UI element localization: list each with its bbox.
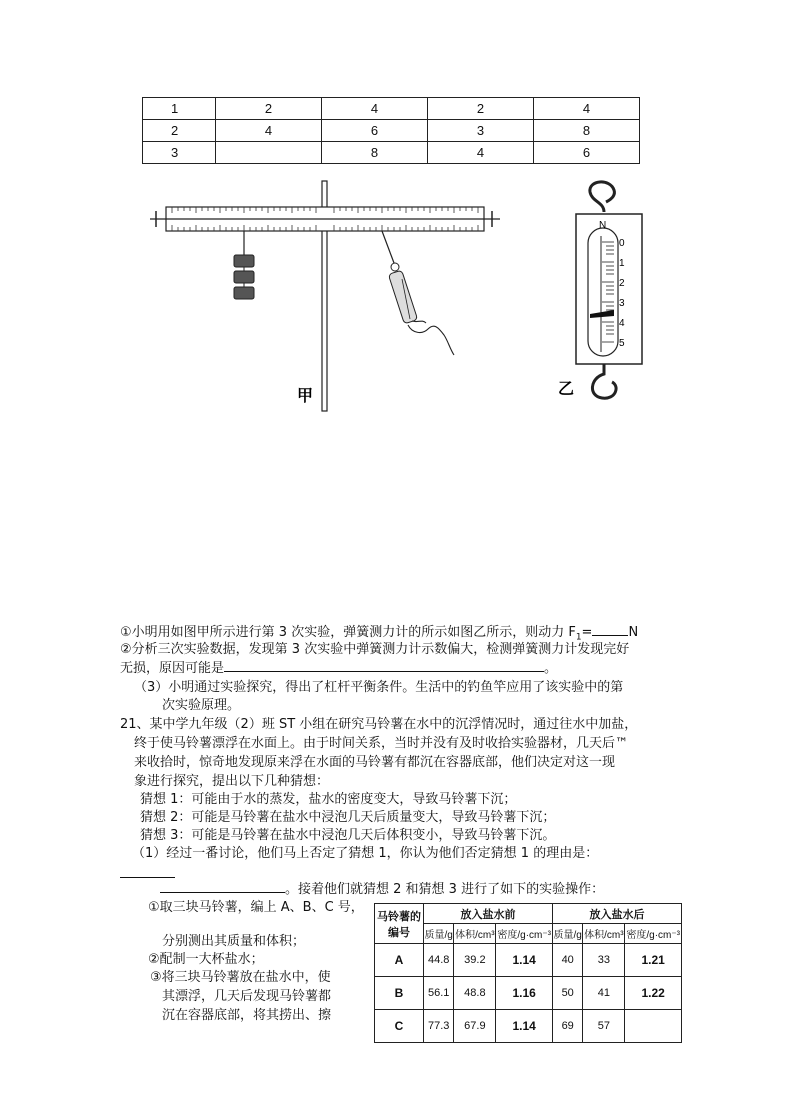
q21-line-1: 21、某中学九年级（2）班 ST 小组在研究马铃薯在水中的沉浮情况时，通过往水中加盐， [120,717,638,732]
cell-volume-before: 39.2 [454,944,496,977]
cell-density-after: 1.22 [625,977,682,1010]
cell-mass-after: 50 [552,977,582,1010]
density-header: 密度/g·cm⁻³ [496,924,553,944]
label-yi: 乙 [558,379,575,398]
guess-1: 猜想 1：可能由于水的蒸发，盐水的密度变大，导致马铃薯下沉； [140,792,517,807]
row-id: A [375,944,424,977]
q20-line-5 [162,697,240,715]
table-cell: 6 [322,120,428,142]
text: ①小明用如图甲所示进行第 3 次实验，弹簧测力计的所示如图乙所示，则动力 F [120,625,576,640]
step-3b: 其漂浮，几天后发现马铃薯都 [162,989,332,1004]
tick-label: 2 [619,278,625,289]
hanging-weights [234,231,254,299]
cell-density-before: 1.14 [496,944,553,977]
table-cell [216,142,322,164]
spring-scale-pulled [382,231,454,355]
cell-volume-after: 57 [583,1010,625,1043]
scale-unit: N [599,220,607,231]
label-jia: 甲 [297,386,314,405]
lever-figure [140,175,510,415]
unit-text: N [628,625,639,640]
q21-line-3: 来收拾时，惊奇地发现原来浮在水面的马铃薯有都沉在容器底部，他们决定对这一现 [134,755,616,770]
text: 次实验原理。 [162,698,241,713]
tick-label: 1 [619,258,625,269]
q21-part-1-cont [160,880,604,899]
text: 。 [544,661,558,676]
guess-2: 猜想 2：可能是马铃薯在盐水中浸泡几天后质量变大，导致马铃薯下沉； [140,810,556,825]
step-3c: 沉在容器底部，将其捞出、擦 [162,1008,332,1023]
table-row [143,142,640,164]
top-hook-icon [590,182,615,212]
cell-volume-after: 41 [583,977,625,1010]
table-row [375,977,682,1010]
q20-line-4: （3）小明通过实验探究，得出了杠杆平衡条件。生活中的钓鱼竿应用了该实验中的第 [134,680,624,695]
table-cell: 8 [322,142,428,164]
q21-part-1: （1）经过一番讨论，他们马上否定了猜想 1，你认为他们否定猜想 1 的理由是： [132,846,599,861]
subscript: 1 [575,632,582,643]
table-cell: 4 [534,98,640,120]
text: 。接着他们就猜想 2 和猜想 3 进行了如下的实验操作： [285,882,605,897]
volume-header: 体积/cm³ [583,924,625,944]
table-cell: 2 [428,98,534,120]
cell-mass-before: 44.8 [424,944,454,977]
data-table [142,97,640,164]
q21-line-4: 象进行探究，提出以下几种猜想： [134,774,330,789]
table-row [375,944,682,977]
table-cell: 6 [534,142,640,164]
col-id-header: 马铃薯的编号 [375,904,424,944]
cell-volume-before: 48.8 [454,977,496,1010]
table-cell: 8 [534,120,640,142]
answer-blank[interactable] [120,877,175,878]
step-2: ②配制一大杯盐水； [148,952,264,967]
hand-icon [408,325,454,355]
table-row [375,1010,682,1043]
volume-header: 体积/cm³ [454,924,496,944]
bottom-hook-icon [592,364,616,398]
table-cell: 3 [143,142,216,164]
q20-line-2: ②分析三次实验数据，发现第 3 次实验中弹簧测力计示数偏大，检测弹簧测力计发现完好 [120,642,630,657]
cell-mass-before: 56.1 [424,977,454,1010]
table-cell: 3 [428,120,534,142]
cell-density-before: 1.16 [496,977,553,1010]
row-id: B [375,977,424,1010]
scale-slot [588,228,618,356]
text: = [581,625,593,640]
text: 无损，原因可能是 [120,661,225,676]
table-header-row [375,904,682,924]
q21-line-2: 终于使马铃薯漂浮在水面上。由于时间关系，当时并没有及时收拾实验器材，几天后™ [134,736,629,751]
after-header: 放入盐水后 [552,904,681,924]
tick-label: 3 [619,298,625,309]
cell-density-before: 1.14 [496,1010,553,1043]
table-cell: 4 [428,142,534,164]
before-header: 放入盐水前 [424,904,553,924]
table-row [143,98,640,120]
mass-header: 质量/g [552,924,582,944]
step-1b: 分别测出其质量和体积； [162,934,306,949]
potato-table [374,903,682,1043]
table-row [143,120,640,142]
table-cell: 2 [143,120,216,142]
guess-3: 猜想 3：可能是马铃薯在盐水中浸泡几天后体积变小，导致马铃薯下沉。 [140,828,556,843]
cell-density-after: 1.21 [625,944,682,977]
step-1a: ①取三块马铃薯，编上 A、B、C 号， [148,900,364,915]
table-cell: 1 [143,98,216,120]
answer-blank[interactable] [224,659,544,672]
cell-mass-before: 77.3 [424,1010,454,1043]
step-3a: ③将三块马铃薯放在盐水中，使 [150,970,331,985]
q20-line-3 [120,659,557,678]
answer-blank[interactable] [592,623,628,636]
cell-density-after [625,1010,682,1043]
table-cell: 2 [216,98,322,120]
density-header: 密度/g·cm⁻³ [625,924,682,944]
cell-volume-before: 67.9 [454,1010,496,1043]
table-cell: 4 [322,98,428,120]
answer-blank[interactable] [160,880,285,893]
spring-scale-figure [552,176,662,410]
row-id: C [375,1010,424,1043]
tick-label: 4 [619,318,625,329]
table-cell: 4 [216,120,322,142]
tick-label: 0 [619,238,625,249]
cell-mass-after: 69 [552,1010,582,1043]
cell-volume-after: 33 [583,944,625,977]
mass-header: 质量/g [424,924,454,944]
cell-mass-after: 40 [552,944,582,977]
tick-label: 5 [619,338,625,349]
